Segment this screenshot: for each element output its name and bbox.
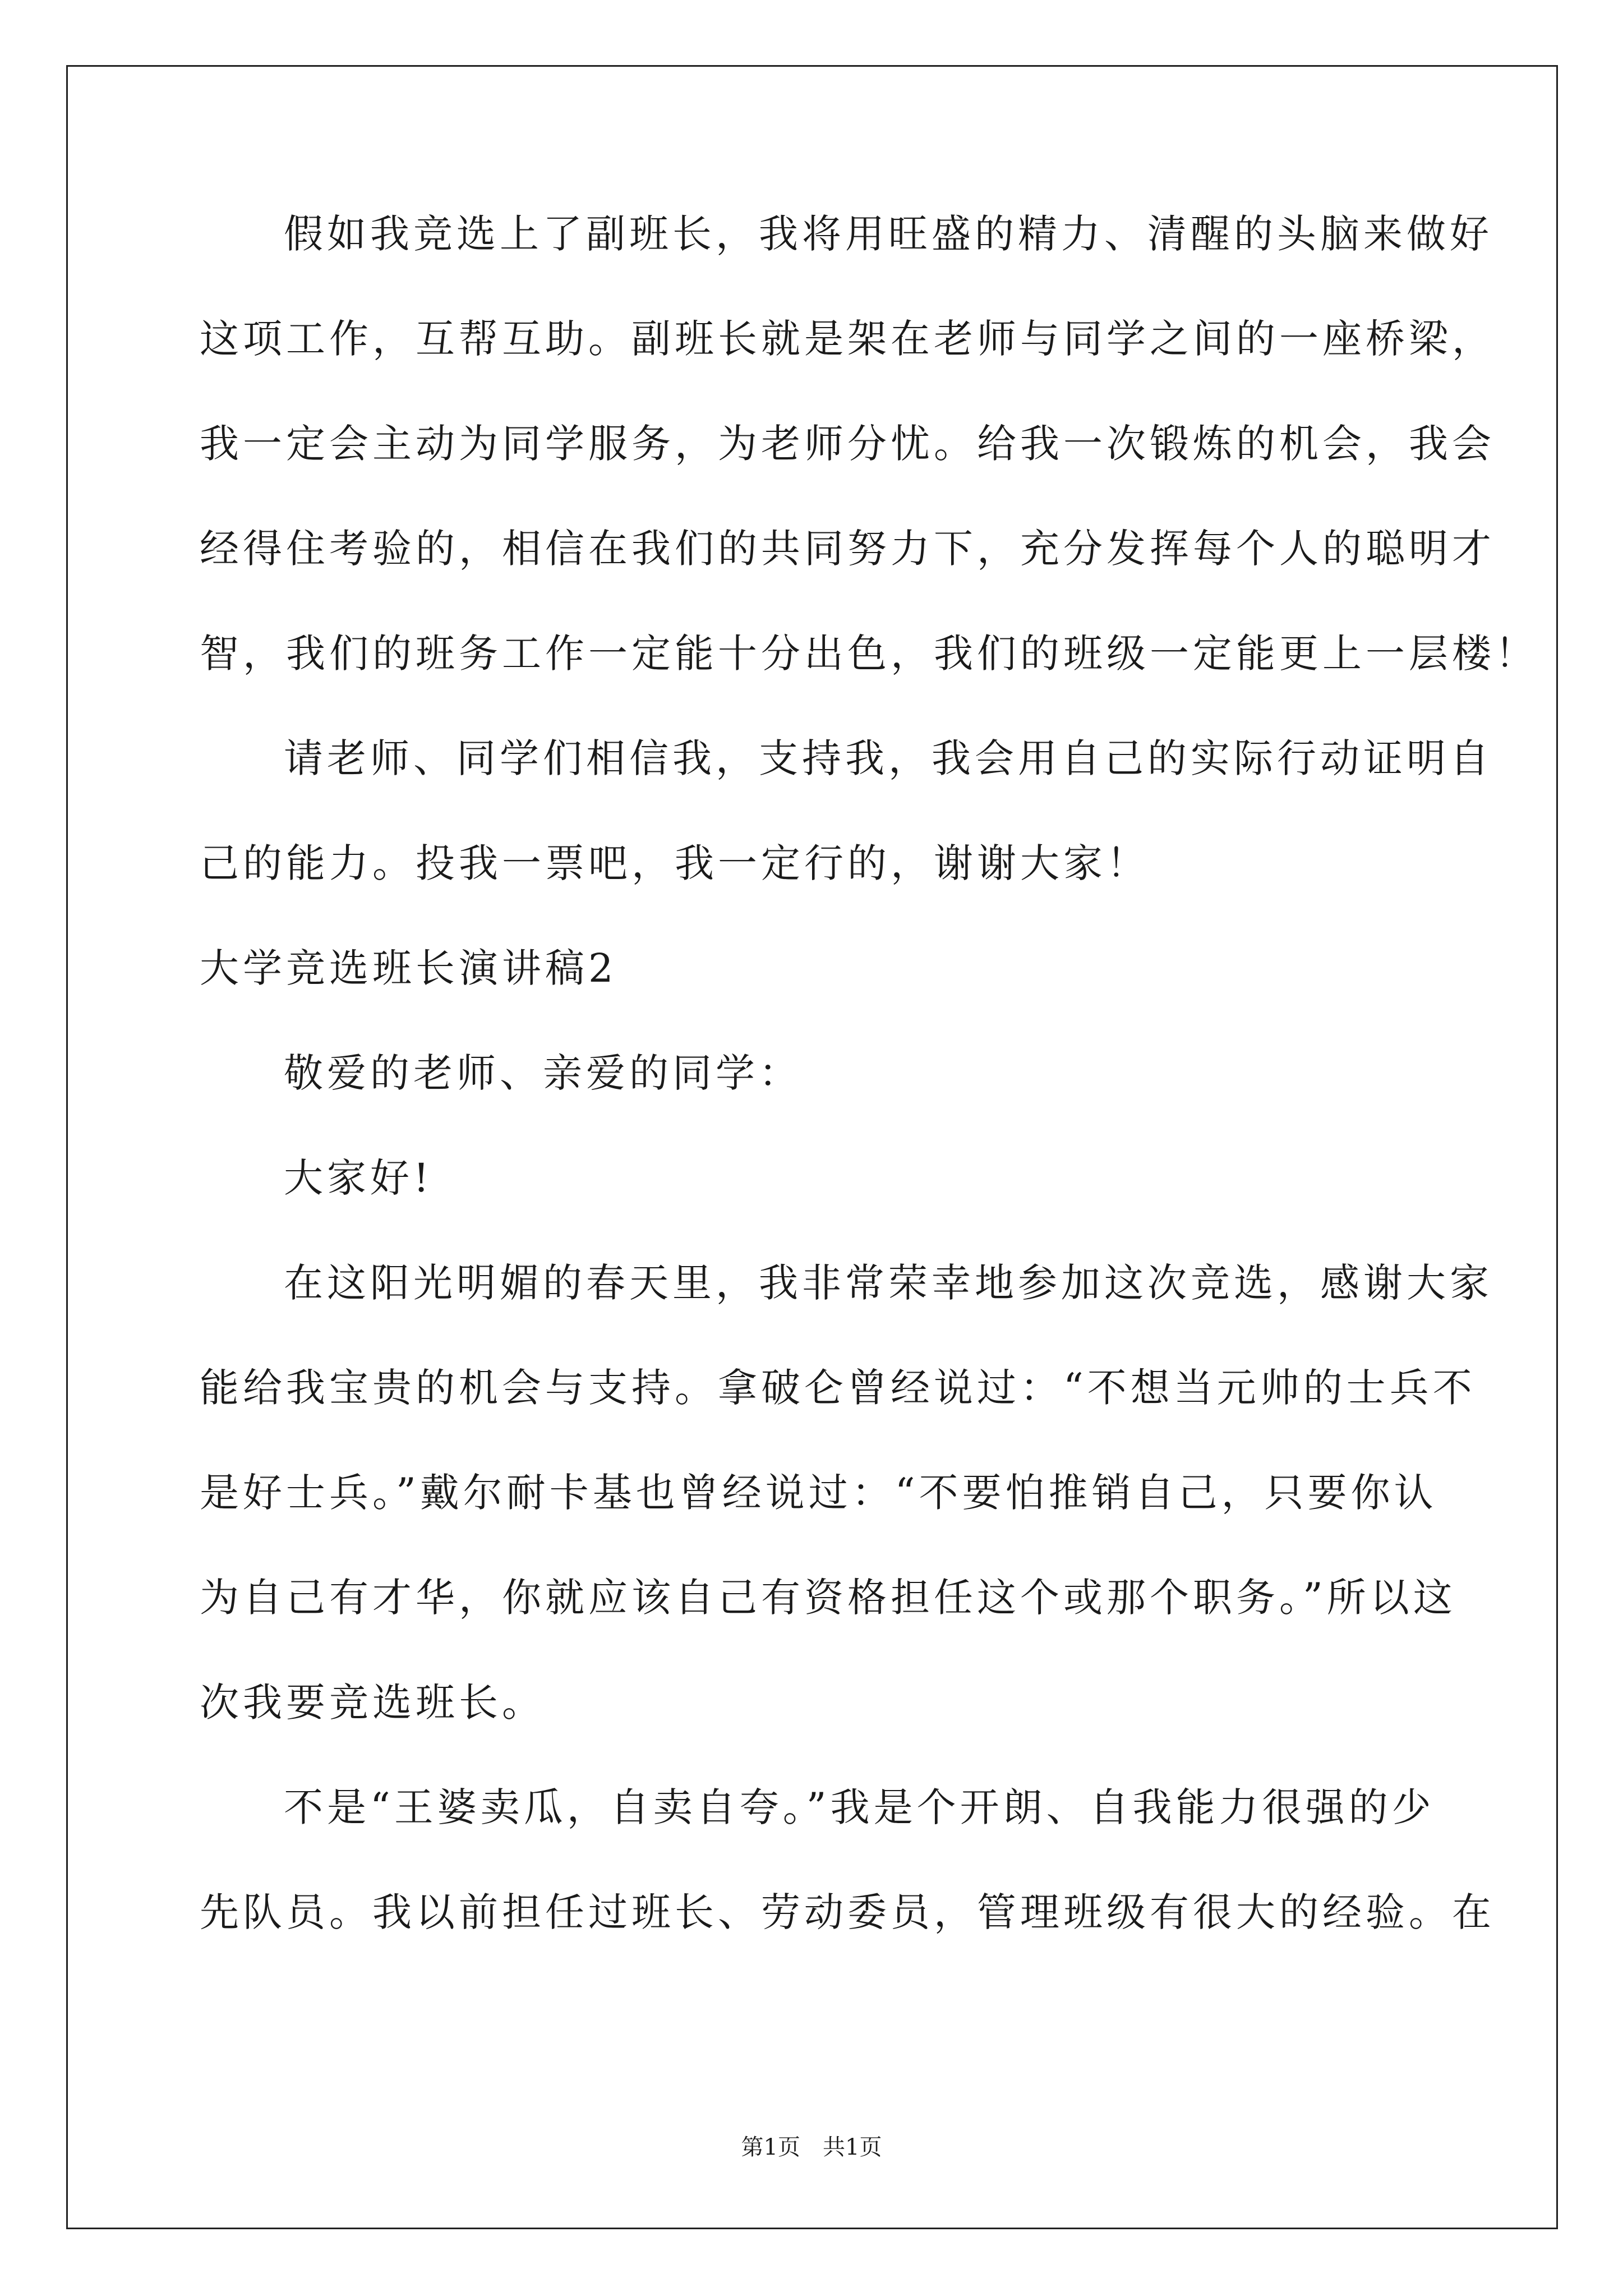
greeting: 大家好!	[284, 1155, 434, 1201]
text-line: 假如我竞选上了副班长，我将用旺盛的精力、清醒的头脑来做好	[284, 211, 1493, 257]
text-line: 这项工作，互帮互助。副班长就是架在老师与同学之间的一座桥梁，	[200, 316, 1495, 362]
page-number-footer: 第1页 共1页	[741, 2134, 882, 2160]
text-line: 为自己有才华，你就应该自己有资格担任这个或那个职务。”所以这	[200, 1575, 1456, 1621]
text-line: 在这阳光明媚的春天里，我非常荣幸地参加这次竞选，感谢大家	[284, 1260, 1493, 1306]
salutation: 敬爱的老师、亲爱的同学：	[284, 1050, 802, 1096]
text-line: 智，我们的班务工作一定能十分出色，我们的班级一定能更上一层楼！	[200, 631, 1538, 677]
text-line: 请老师、同学们相信我，支持我，我会用自己的实际行动证明自	[284, 735, 1493, 781]
text-line: 己的能力。投我一票吧，我一定行的，谢谢大家！	[200, 840, 1150, 886]
text-line: 先队员。我以前担任过班长、劳动委员，管理班级有很大的经验。在	[200, 1889, 1495, 1935]
text-line: 不是“王婆卖瓜，自卖自夸。”我是个开朗、自我能力很强的少	[284, 1784, 1435, 1830]
section-heading: 大学竞选班长演讲稿2	[200, 945, 617, 991]
text-line: 次我要竞选班长。	[200, 1680, 545, 1726]
text-line: 能给我宝贵的机会与支持。拿破仑曾经说过：“不想当元帅的士兵不	[200, 1365, 1476, 1411]
text-line: 我一定会主动为同学服务，为老师分忧。给我一次锻炼的机会，我会	[200, 421, 1495, 467]
text-line: 是好士兵。”戴尔耐卡基也曾经说过：“不要怕推销自己，只要你认	[200, 1470, 1437, 1516]
text-line: 经得住考验的，相信在我们的共同努力下，充分发挥每个人的聪明才	[200, 526, 1495, 572]
